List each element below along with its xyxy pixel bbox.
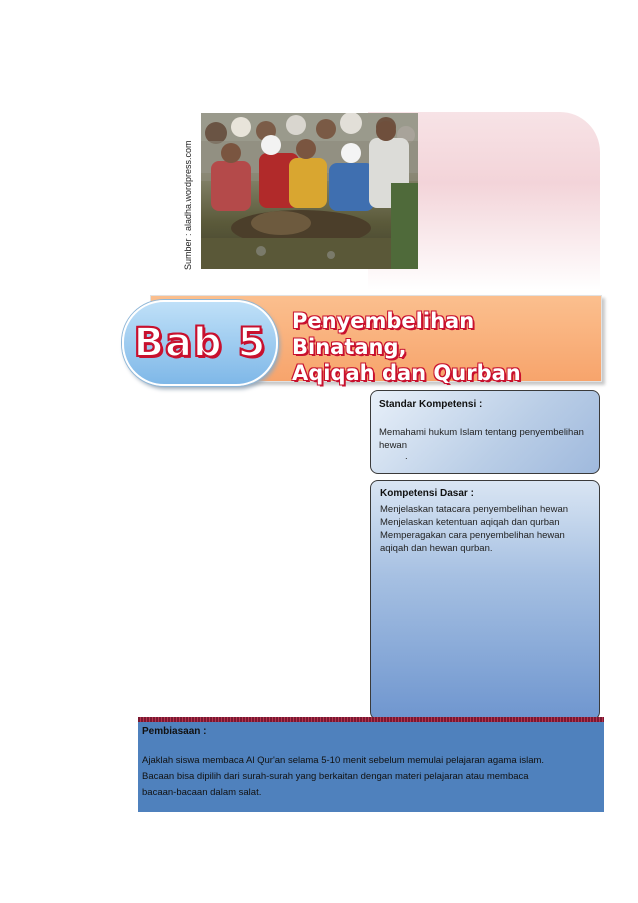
photo-source-caption: Sumber : aladha.wordpress.com: [183, 140, 193, 270]
pembiasaan-stripe: [138, 717, 604, 722]
kompetensi-dasar-list: [380, 503, 590, 555]
kompetensi-dasar-item: Menjelaskan tatacara penyembelihan hewan: [380, 504, 569, 515]
chapter-title-line-1: Penyembelihan Binatang,: [292, 309, 475, 359]
pembiasaan-body: [142, 753, 600, 801]
kompetensi-dasar-box: [370, 480, 600, 720]
chapter-number-badge: [122, 300, 278, 386]
chapter-photo: [201, 113, 418, 269]
standar-kompetensi-trailing: .: [405, 451, 408, 462]
photo-illustration: [201, 113, 418, 269]
standar-kompetensi-body: Memahami hukum Islam tentang penyembelihan hewan: [379, 427, 584, 451]
kompetensi-dasar-title: Kompetensi Dasar :: [380, 488, 474, 499]
pembiasaan-line-1: Ajaklah siswa membaca Al Qur'an selama 5-10 menit sebelum memulai pelajaran agama islam.: [142, 755, 545, 766]
kompetensi-dasar-item: Memperagakan cara penyembelihan hewan aqiqah dan hewan qurban.: [380, 530, 565, 554]
chapter-title: [292, 308, 592, 386]
pembiasaan-line-2: Bacaan bisa dipilih dari surah-surah yang berkaitan dengan materi pelajaran atau membaca: [142, 771, 529, 782]
chapter-title-line-2: Aqiqah dan Qurban: [292, 361, 521, 385]
standar-kompetensi-box: [370, 390, 600, 474]
pembiasaan-line-3: bacaan-bacaan dalam salat.: [142, 787, 262, 798]
standar-kompetensi-title: Standar Kompetensi :: [379, 399, 483, 410]
kompetensi-dasar-item: Menjelaskan ketentuan aqiqah dan qurban: [380, 517, 560, 528]
chapter-number: Bab 5: [133, 320, 267, 366]
pembiasaan-title: Pembiasaan :: [142, 726, 207, 737]
